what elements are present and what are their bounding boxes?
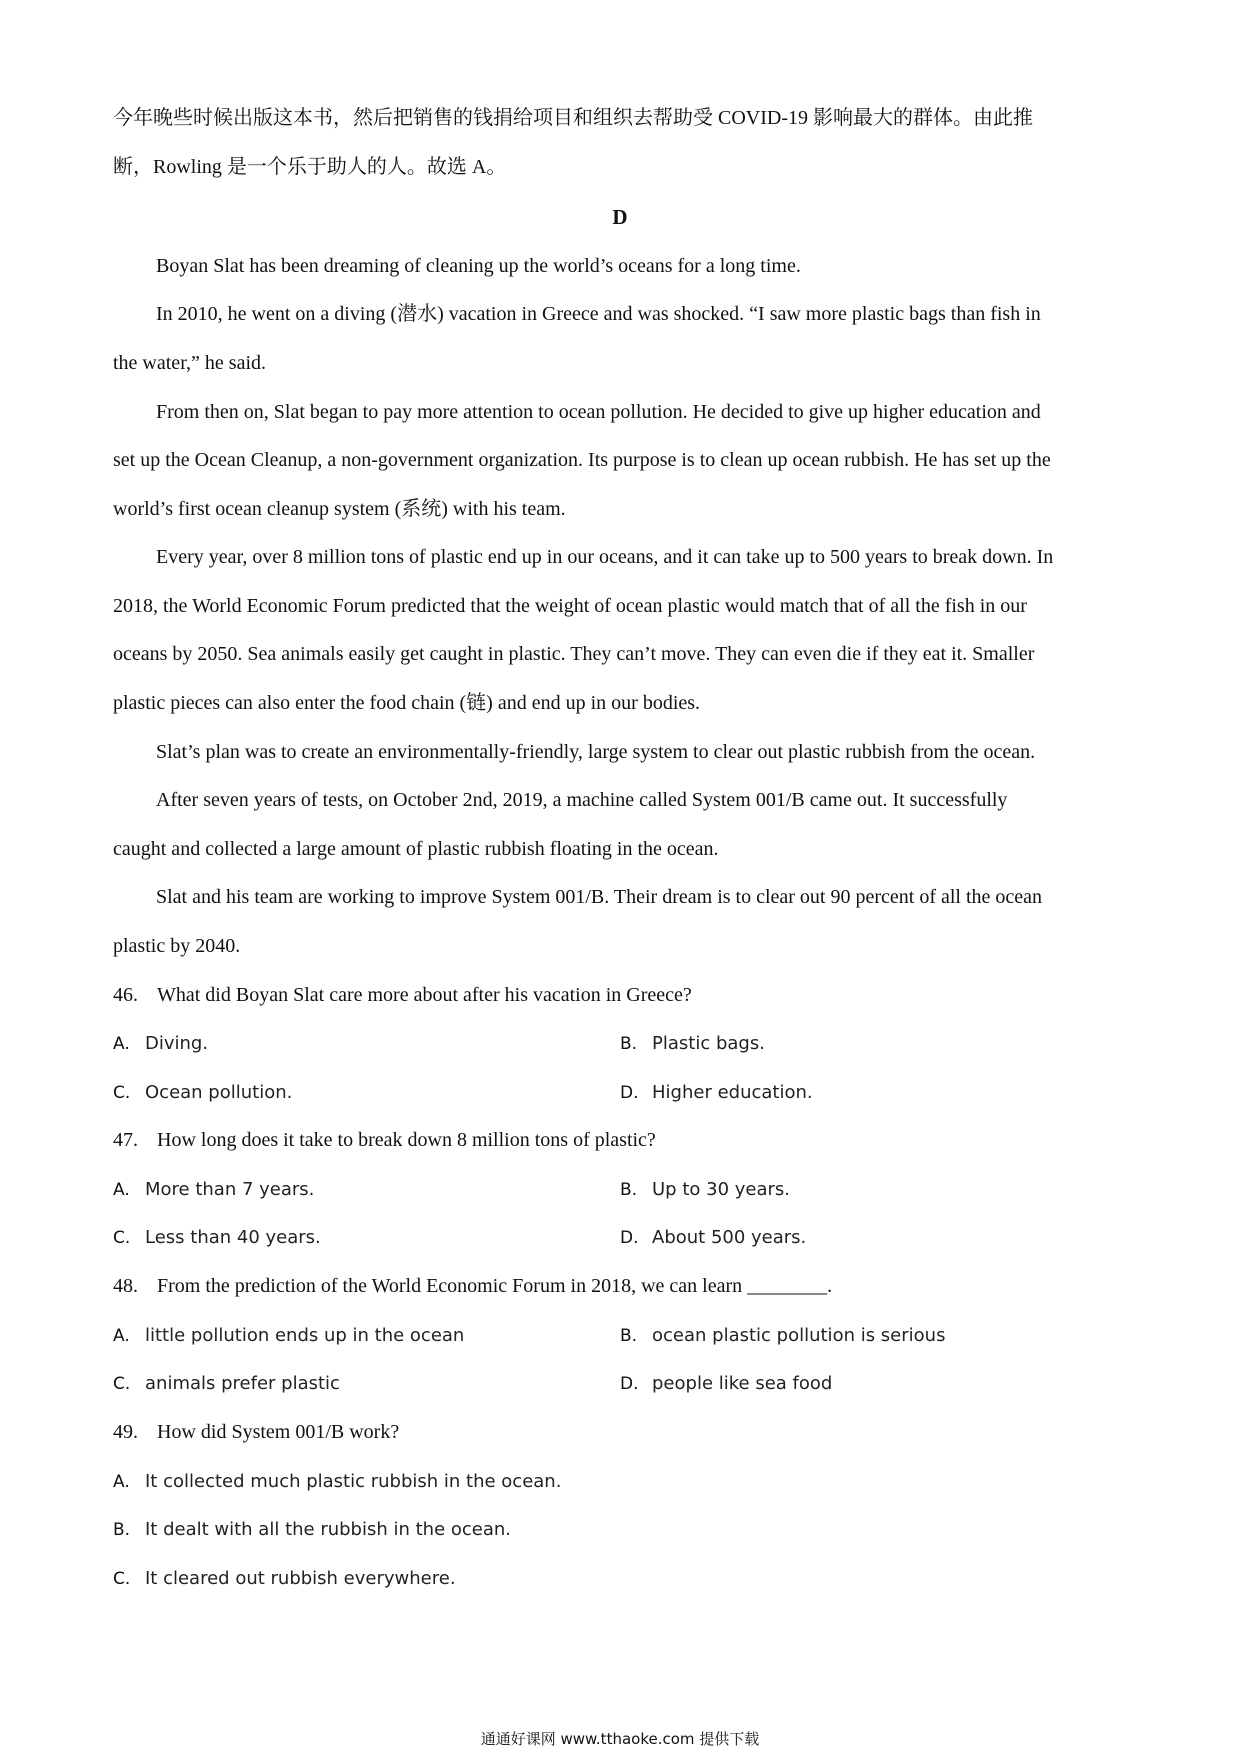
- passage-line: Slat and his team are working to improve System 001/B. Their dream is to clear out 90 percent of all the ocean: [156, 886, 1043, 908]
- option-letter: B.: [620, 1034, 638, 1054]
- option-text: Ocean pollution.: [145, 1082, 293, 1103]
- question-number: 47.: [113, 1129, 138, 1151]
- question-text: From the prediction of the World Economic Forum in 2018, we can learn ________.: [157, 1275, 833, 1297]
- question-text: How long does it take to break down 8 million tons of plastic?: [157, 1129, 656, 1151]
- intro-line: 断，Rowling 是一个乐于助人的人。故选 A。: [113, 156, 507, 178]
- passage-line: plastic pieces can also enter the food chain (链) and end up in our bodies.: [113, 692, 701, 714]
- passage-line: In 2010, he went on a diving (潜水) vacation in Greece and was shocked. “I saw more plastic bags than fish in: [156, 303, 1041, 325]
- option-text: More than 7 years.: [145, 1179, 315, 1200]
- option-text: Higher education.: [652, 1082, 813, 1103]
- option-46-d[interactable]: [620, 1078, 813, 1107]
- option-letter: B.: [113, 1520, 131, 1540]
- option-letter: D.: [620, 1374, 639, 1394]
- option-47-c[interactable]: [113, 1223, 321, 1252]
- option-46-b[interactable]: [620, 1029, 765, 1058]
- intro-line: 今年晚些时候出版这本书，然后把销售的钱捐给项目和组织去帮助受 COVID-19 影响最大的群体。由此推: [113, 107, 1033, 129]
- option-letter: A.: [113, 1326, 130, 1346]
- section-heading: D: [612, 205, 628, 229]
- question-46: [113, 981, 692, 1009]
- option-letter: C.: [113, 1083, 131, 1103]
- option-text: little pollution ends up in the ocean: [145, 1325, 465, 1346]
- question-text: What did Boyan Slat care more about after his vacation in Greece?: [157, 984, 692, 1006]
- option-48-c[interactable]: [113, 1369, 340, 1398]
- passage-line: 2018, the World Economic Forum predicted that the weight of ocean plastic would match that of all the fish in our: [113, 595, 1027, 617]
- option-48-a[interactable]: [113, 1321, 464, 1350]
- option-48-d[interactable]: [620, 1369, 832, 1398]
- passage-line: caught and collected a large amount of plastic rubbish floating in the ocean.: [113, 838, 719, 860]
- option-text: ocean plastic pollution is serious: [652, 1325, 946, 1346]
- option-text: It cleared out rubbish everywhere.: [145, 1568, 456, 1589]
- option-letter: A.: [113, 1180, 130, 1200]
- option-text: Up to 30 years.: [652, 1179, 790, 1200]
- option-letter: C.: [113, 1569, 131, 1589]
- passage-line: plastic by 2040.: [113, 935, 241, 957]
- passage-line: Slat’s plan was to create an environmentally-friendly, large system to clear out plastic rubbish from the ocean.: [156, 741, 1036, 763]
- question-number: 49.: [113, 1421, 138, 1443]
- option-47-a[interactable]: [113, 1175, 314, 1204]
- question-number: 48.: [113, 1275, 138, 1297]
- option-letter: B.: [620, 1326, 638, 1346]
- option-letter: D.: [620, 1083, 639, 1103]
- question-number: 46.: [113, 984, 138, 1006]
- passage-line: Boyan Slat has been dreaming of cleaning up the world’s oceans for a long time.: [156, 255, 801, 277]
- page-footer: 通通好课网 www.tthaoke.com 提供下载: [480, 1730, 760, 1748]
- option-49-c[interactable]: [113, 1564, 456, 1593]
- question-text: How did System 001/B work?: [157, 1421, 400, 1443]
- option-47-b[interactable]: [620, 1175, 790, 1204]
- option-49-b[interactable]: [113, 1515, 511, 1544]
- option-text: About 500 years.: [652, 1227, 807, 1248]
- option-46-c[interactable]: [113, 1078, 292, 1107]
- question-49: [113, 1418, 399, 1446]
- passage-line: Every year, over 8 million tons of plastic end up in our oceans, and it can take up to 500 years to break down. In: [156, 546, 1054, 568]
- option-text: It dealt with all the rubbish in the ocean.: [145, 1519, 512, 1540]
- question-48: [113, 1272, 832, 1300]
- option-text: Diving.: [145, 1033, 209, 1054]
- option-text: people like sea food: [652, 1373, 833, 1394]
- option-text: animals prefer plastic: [145, 1373, 340, 1394]
- option-46-a[interactable]: [113, 1029, 208, 1058]
- option-letter: C.: [113, 1228, 131, 1248]
- passage-line: After seven years of tests, on October 2nd, 2019, a machine called System 001/B came out. It successfully: [156, 789, 1008, 811]
- option-letter: C.: [113, 1374, 131, 1394]
- option-text: Less than 40 years.: [145, 1227, 321, 1248]
- passage-line: From then on, Slat began to pay more attention to ocean pollution. He decided to give up higher education and: [156, 401, 1041, 423]
- passage-line: the water,” he said.: [113, 352, 267, 374]
- option-letter: B.: [620, 1180, 638, 1200]
- option-47-d[interactable]: [620, 1223, 806, 1252]
- passage-line: oceans by 2050. Sea animals easily get caught in plastic. They can’t move. They can even die if they eat it. Smaller: [113, 643, 1035, 665]
- option-text: Plastic bags.: [652, 1033, 765, 1054]
- option-text: It collected much plastic rubbish in the ocean.: [145, 1471, 562, 1492]
- passage-line: set up the Ocean Cleanup, a non-government organization. Its purpose is to clean up ocean rubbish. He has set up the: [113, 449, 1051, 471]
- question-47: [113, 1126, 656, 1154]
- option-letter: A.: [113, 1034, 130, 1054]
- option-letter: D.: [620, 1228, 639, 1248]
- passage-line: world’s first ocean cleanup system (系统) with his team.: [113, 498, 566, 520]
- option-letter: A.: [113, 1472, 130, 1492]
- option-49-a[interactable]: [113, 1467, 561, 1496]
- option-48-b[interactable]: [620, 1321, 945, 1350]
